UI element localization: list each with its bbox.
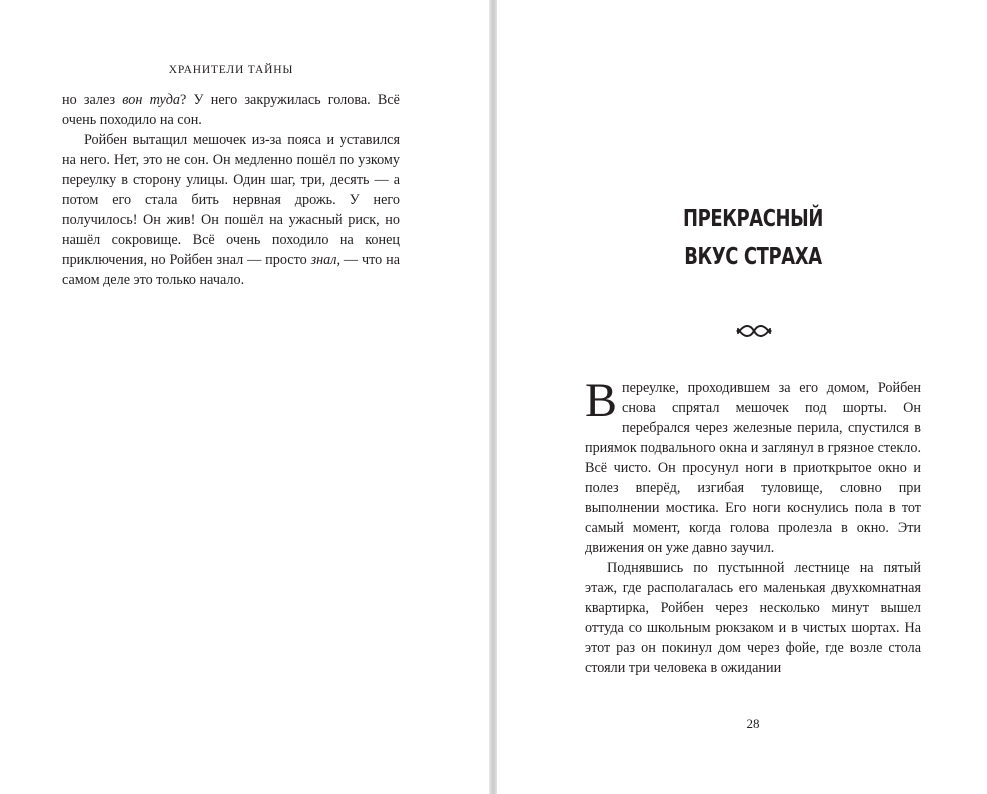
text-run: ? У него закружилась голова. Всё очень походило на сон. [62,92,400,128]
text-run: , — что на самом деле это только начало. [62,252,400,288]
swash-ornament-icon [736,321,772,341]
left-page-text [62,90,400,290]
left-paragraph-1 [62,90,400,130]
italic-run: знал [310,252,337,268]
text-run: но залез [62,92,123,108]
drop-cap: В [585,374,618,427]
left-paragraph-2 [62,130,400,290]
text-run: переулке, проходившем за его домом, Ройбен снова спрятал мешочек под шорты. Он перебрался через железные перила, спустился в приямок подвального окна и заглянул в грязное стекло. Всё чисто. Он просунул ноги в приоткрытое окно и полез вперёд, изгибая туловище, словно при выполнении мостика. Его ноги коснулись пола в тот самый момент, когда голова пролезла в окно. Эти движения он уже давно заучил. [585,380,921,556]
book-gutter [489,0,497,794]
running-head: ХРАНИТЕЛИ ТАЙНЫ [168,64,294,76]
text-run: Ройбен вытащил мешочек из-за пояса и уставился на него. Нет, это не сон. Он медленно пошёл по узкому переулку в сторону улицы. Один шаг, три, десять — а потом его стала бить нервная дрожь. У него получилось! Он жив! Он пошёл на ужасный риск, но нашёл сокровище. Всё очень походило на конец приключения, но Ройбен знал — просто [62,132,400,268]
left-page [0,0,489,794]
chapter-title [622,200,884,276]
right-paragraph-2: Поднявшись по пустынной лестнице на пятый этаж, где располагалась его маленькая двухкомнатная квартирка, Ройбен через несколько минут вышел оттуда со школьным рюкзаком и в чистых шортах. На этот раз он покинул дом через фойе, где возле стола стояли три человека в ожидании [585,560,921,676]
italic-run: вон туда [122,92,181,108]
chapter-title-line-2: ВКУС СТРАХА [684,244,822,270]
right-page-text [585,374,921,678]
page-number: 28 [746,716,760,731]
chapter-title-line-1: ПРЕКРАСНЫЙ [682,206,823,232]
right-paragraph-1 [585,374,921,558]
